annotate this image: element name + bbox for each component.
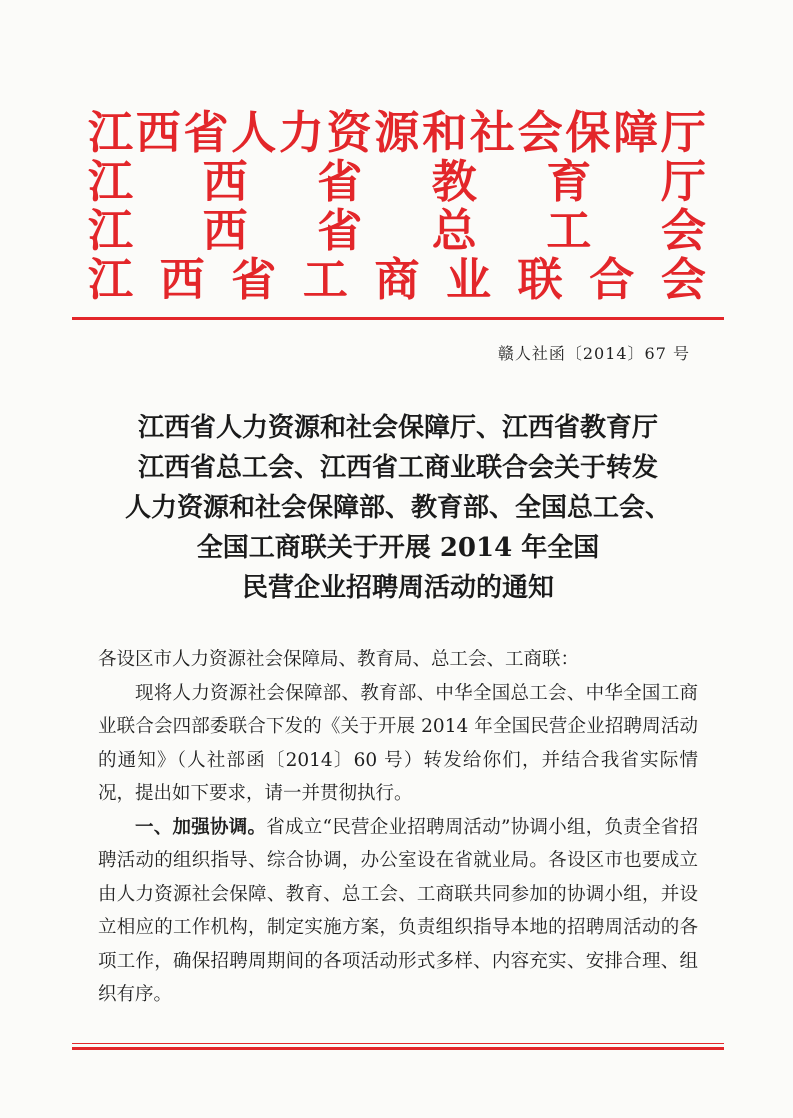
letterhead (88, 108, 706, 304)
letterhead-char: 省 (183, 106, 229, 159)
letterhead-char: 力 (278, 106, 324, 159)
document-title (96, 408, 700, 608)
letterhead-divider (72, 317, 724, 320)
letterhead-char: 教 (431, 155, 477, 208)
letterhead-char: 江 (88, 204, 134, 257)
letterhead-char: 保 (565, 106, 611, 159)
title-line-5: 民营企业招聘周活动的通知 (241, 573, 554, 603)
letterhead-char: 资 (326, 106, 372, 159)
letterhead-char: 联 (517, 253, 563, 306)
letterhead-char: 西 (135, 106, 181, 159)
document-number: 赣人社函〔2014〕67 号 (497, 344, 690, 363)
letterhead-char: 江 (88, 253, 134, 306)
letterhead-char: 工 (546, 204, 592, 257)
letterhead-char: 和 (422, 106, 468, 159)
letterhead-char: 社 (469, 106, 515, 159)
title-line-1: 江西省人力资源和社会保障厅、江西省教育厅 (137, 413, 658, 443)
footer-divider (72, 1047, 724, 1050)
letterhead-char: 会 (517, 106, 563, 159)
letterhead-char: 西 (159, 253, 205, 306)
title-line-3: 人力资源和社会保障部、教育部、全国总工会、 (124, 493, 671, 523)
letterhead-char: 省 (317, 155, 363, 208)
letterhead-char: 厅 (660, 155, 706, 208)
letterhead-char: 工 (302, 253, 348, 306)
letterhead-char: 合 (589, 253, 635, 306)
letterhead-char: 商 (374, 253, 420, 306)
letterhead-char: 省 (317, 204, 363, 257)
letterhead-char: 总 (431, 204, 477, 257)
section-1-heading: 一、加强协调。 (135, 816, 267, 838)
salutation: 各设区市人力资源社会保障局、教育局、总工会、工商联： (98, 649, 580, 670)
letterhead-char: 障 (613, 106, 659, 159)
letterhead-line-2 (88, 157, 706, 206)
footer-divider-thin (72, 1043, 724, 1044)
letterhead-char: 厅 (660, 106, 706, 159)
letterhead-line-1 (88, 108, 706, 157)
letterhead-char: 业 (446, 253, 492, 306)
letterhead-char: 人 (231, 106, 277, 159)
letterhead-char: 会 (660, 253, 706, 306)
title-line-2: 江西省总工会、江西省工商业联合会关于转发 (137, 453, 658, 483)
title-line-4: 全国工商联关于开展 2014 年全国 (196, 533, 600, 563)
section-1 (98, 811, 698, 1012)
letterhead-char: 江 (88, 106, 134, 159)
paragraph-1: 现将人力资源社会保障部、教育部、中华全国总工会、中华全国工商业联合会四部委联合下发的《关于开展 2014 年全国民营企业招聘周活动的通知》（人社部函〔2014〕60 号）转发给你们，并结合我省实际情况，提出如下要求，请一并贯彻执行。 (98, 682, 698, 804)
letterhead-line-4 (88, 255, 706, 304)
letterhead-char: 会 (660, 204, 706, 257)
letterhead-char: 育 (546, 155, 592, 208)
section-1-text: 省成立“民营企业招聘周活动”协调小组，负责全省招聘活动的组织指导、综合协调，办公室设在省就业局。各设区市也要成立由人力资源社会保障、教育、总工会、工商联共同参加的协调小组，并设立相应的工作机构，制定实施方案，负责组织指导本地的招聘周活动的各项工作，确保招聘周期间的各项活动形式多样、内容充实、安排合理、组织有序。 (98, 816, 698, 1005)
letterhead-line-3 (88, 206, 706, 255)
letterhead-char: 源 (374, 106, 420, 159)
letterhead-char: 江 (88, 155, 134, 208)
letterhead-char: 省 (231, 253, 277, 306)
letterhead-char: 西 (202, 204, 248, 257)
letterhead-char: 西 (202, 155, 248, 208)
document-body (98, 643, 698, 1012)
